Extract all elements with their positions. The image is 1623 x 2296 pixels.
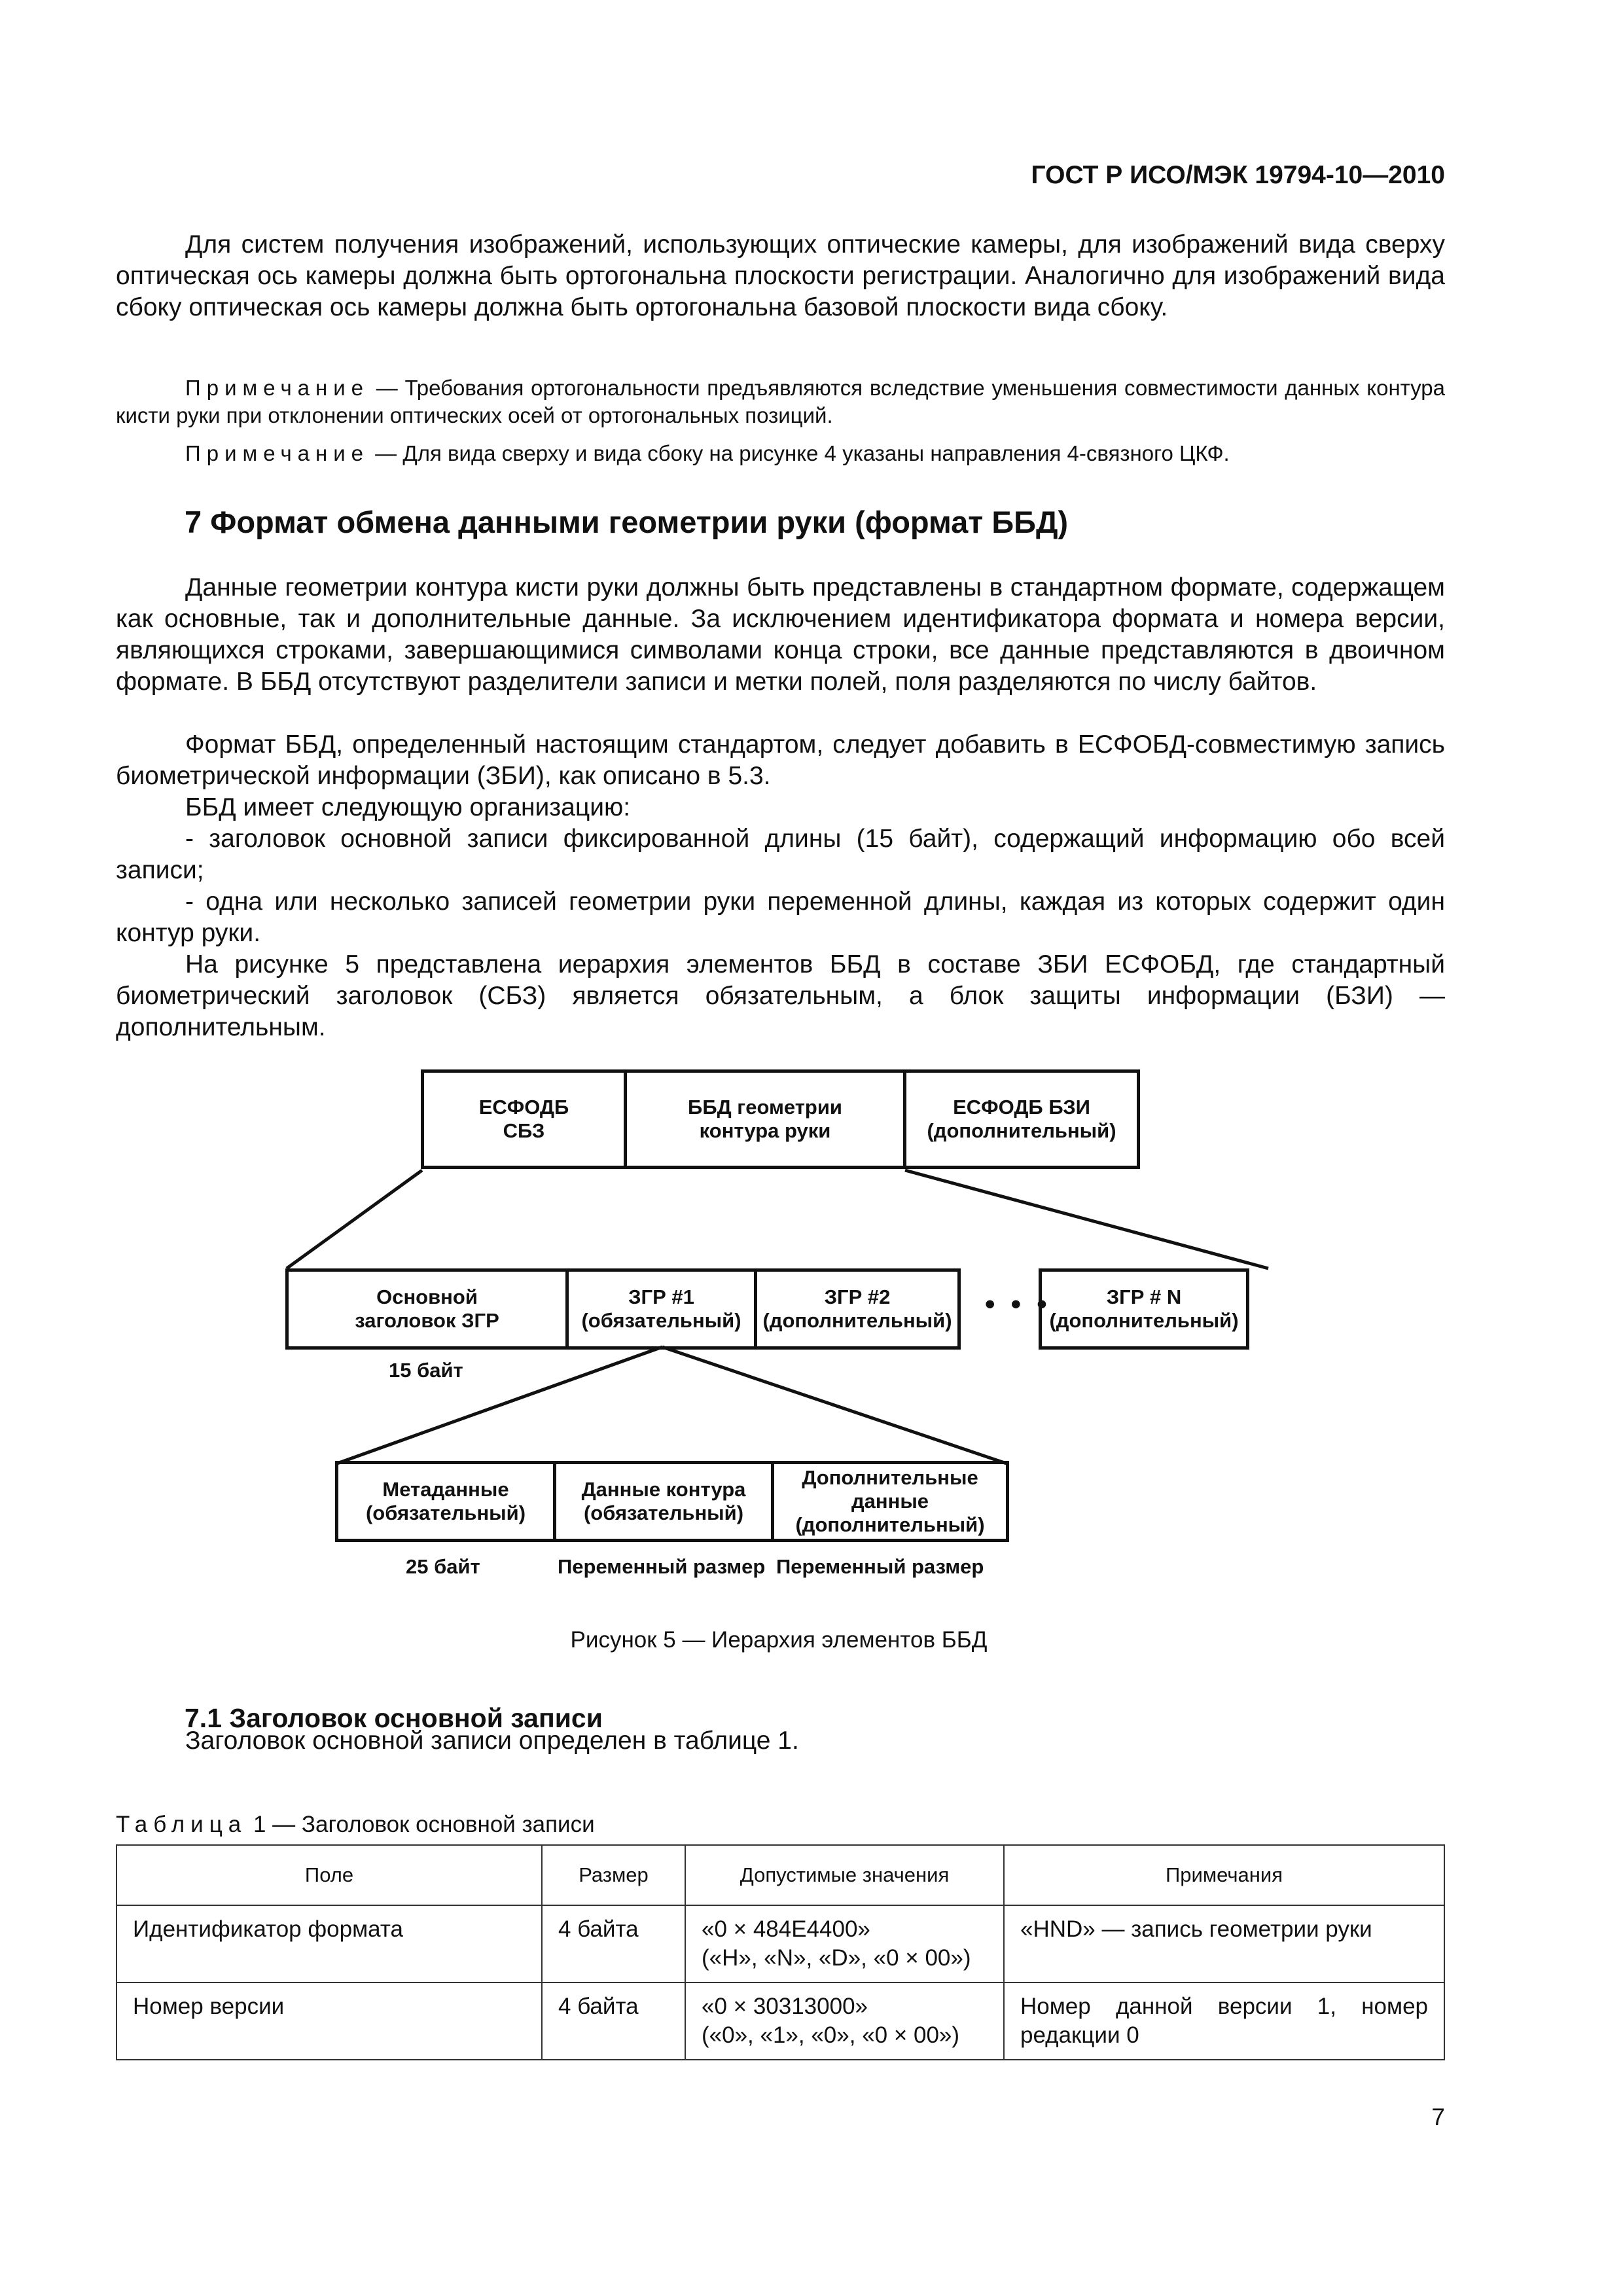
paragraph-table-ref: Заголовок основной записи определен в таблице 1. [185, 1727, 799, 1755]
paragraph-orthogonality: Для систем получения изображений, использующих оптические камеры, для изображений вида сверху оптическая ось камеры должна быть ортогональна плоскости регистрации. Аналогично для изображений вида сбоку оптическая ось камеры должна быть ортогональна базовой плоскости вида сбоку. [116, 230, 1445, 321]
cell-field: Идентификатор формата [116, 1905, 542, 1982]
box-contour-data: Данные контура (обязательный) [556, 1464, 774, 1539]
box-additional-data: Дополнительные данные (дополнительный) [795, 1466, 985, 1536]
cell-size: 4 байта [542, 1905, 685, 1982]
box-metadata: Метаданные (обязательный) [338, 1464, 556, 1539]
diagram-level-3 [335, 1461, 1009, 1542]
page-number: 7 [1431, 2104, 1445, 2130]
cell-notes: «HND» — запись геометрии руки [1004, 1905, 1444, 1982]
table-row [116, 1905, 1444, 1982]
diagram-level-2-last [1039, 1268, 1249, 1350]
diagram-level-1 [421, 1069, 1140, 1169]
note-1-label: Примечание [185, 376, 370, 400]
ellipsis-dots: • • • [985, 1288, 1051, 1320]
document-code-header: ГОСТ Р ИСО/МЭК 19794-10—2010 [1031, 161, 1445, 189]
cell-field: Номер версии [116, 1982, 542, 2060]
box-esfodb-bzi: ЕСФОДБ БЗИ (дополнительный) [927, 1096, 1116, 1142]
size-label-variable-1: Переменный размер [558, 1555, 766, 1578]
connector-left-1 [287, 1170, 422, 1268]
box-bbd-geometry: ББД геометрии контура руки [627, 1073, 906, 1166]
note-2-label: Примечание [185, 441, 370, 465]
paragraph-organization: ББД имеет следующую организацию: [185, 793, 631, 821]
size-label-15: 15 байт [389, 1359, 463, 1382]
header-field: Поле [116, 1845, 542, 1905]
size-label-25: 25 байт [406, 1555, 480, 1578]
cell-size: 4 байта [542, 1982, 685, 2060]
diagram-level-2 [285, 1268, 961, 1350]
list-item-header: - заголовок основной записи фиксированной длины (15 байт), содержащий информацию обо всей записи; [116, 825, 1445, 884]
box-zgr-n: ЗГР # N (дополнительный) [1049, 1285, 1239, 1332]
connector-left-2 [337, 1347, 662, 1463]
paragraph-figure-ref: На рисунке 5 представлена иерархия элементов ББД в составе ЗБИ ЕСФОБД, где стандартный биометрический заголовок (СБЗ) является обязательным, а блок защиты информации (БЗИ) — дополнительным. [116, 950, 1445, 1041]
cell-values: «0 × 484E4400» («H», «N», «D», «0 × 00») [685, 1905, 1004, 1982]
figure-caption: Рисунок 5 — Иерархия элементов ББД [570, 1627, 988, 1653]
table-caption-text: 1 — Заголовок основной записи [247, 1812, 595, 1837]
table-header-row [116, 1845, 1444, 1905]
table-caption [116, 1812, 595, 1838]
header-size: Размер [542, 1845, 685, 1905]
paragraph-format-description: Данные геометрии контура кисти руки должны быть представлены в стандартном формате, содержащем как основные, так и дополнительные данные. За исключением идентификатора формата и номера версии, являющихся строками, завершающимися символами конца строки, все данные представляются в двоичном формате. В ББД отсутствуют разделители записи и метки полей, поля разделяются по числу байтов. [116, 573, 1445, 696]
cell-notes: Номер данной версии 1, номер редакции 0 [1004, 1982, 1444, 2060]
table-main-header [116, 1844, 1445, 2060]
connector-right-2 [662, 1347, 1007, 1463]
box-main-header: Основной заголовок ЗГР [289, 1272, 569, 1346]
list-item-records: - одна или несколько записей геометрии руки переменной длины, каждая из которых содержит один контур руки. [116, 888, 1445, 947]
box-zgr-1: ЗГР #1 (обязательный) [569, 1272, 757, 1346]
section-7-heading: 7 Формат обмена данными геометрии руки (формат ББД) [185, 505, 1069, 539]
size-label-variable-2: Переменный размер [776, 1555, 984, 1578]
cell-values: «0 × 30313000» («0», «1», «0», «0 × 00») [685, 1982, 1004, 2060]
header-values: Допустимые значения [685, 1845, 1004, 1905]
note-1-text: — Требования ортогональности предъявляются вследствие уменьшения совместимости данных контура кисти руки при отклонении оптических осей от ортогональных позиций. [116, 376, 1445, 427]
section-7-1-heading: 7.1 Заголовок основной записи [185, 1703, 603, 1733]
box-zgr-2: ЗГР #2 (дополнительный) [762, 1285, 952, 1332]
header-notes: Примечания [1004, 1845, 1444, 1905]
note-2-text: — Для вида сверху и вида сбоку на рисунке 4 указаны направления 4-связного ЦКФ. [369, 441, 1230, 465]
paragraph-format-addition: Формат ББД, определенный настоящим стандартом, следует добавить в ЕСФОБД-совместимую запись биометрической информации (ЗБИ), как описано в 5.3. [116, 730, 1445, 790]
connector-right-1 [905, 1170, 1268, 1268]
box-esfodb-sbz: ЕСФОДБ СБЗ [424, 1073, 627, 1166]
table-row [116, 1982, 1444, 2060]
table-caption-label: Таблица [116, 1812, 247, 1837]
